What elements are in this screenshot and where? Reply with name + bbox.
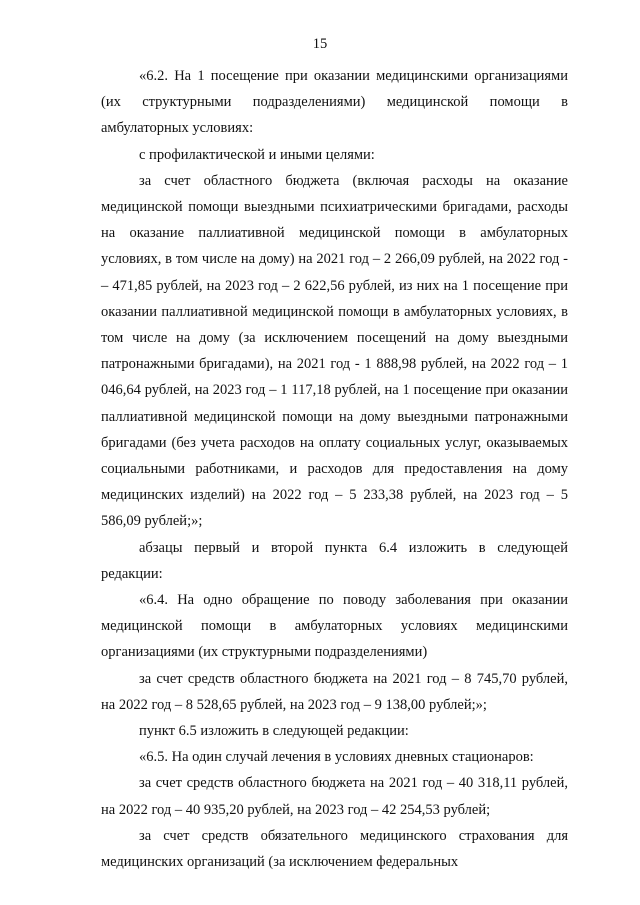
page-number: 15	[312, 36, 328, 52]
paragraph: «6.2. На 1 посещение при оказании медицинскими организациями (их структурными подразделениями) медицинской помощи в амбулаторных условиях:	[101, 68, 568, 137]
paragraph: «6.4. На одно обращение по поводу заболевания при оказании медицинской помощи в амбулаторных условиях медицинскими организациями (их структурными подразделениями)	[101, 592, 568, 661]
paragraph: абзацы первый и второй пункта 6.4 изложить в следующей редакции:	[101, 539, 568, 582]
paragraph: за счет средств обязательного медицинского страхования для медицинских организаций (за исключением федеральных	[101, 827, 568, 871]
document-body	[101, 63, 568, 875]
paragraph: пункт 6.5 изложить в следующей редакции:	[139, 723, 409, 740]
paragraph: с профилактической и иными целями:	[139, 146, 375, 163]
paragraph: «6.5. На один случай лечения в условиях дневных стационаров:	[139, 749, 534, 766]
paragraph: за счет средств областного бюджета на 2021 год – 40 318,11 рублей, на 2022 год – 40 935,20 рублей, на 2023 год – 42 254,53 рублей;	[101, 775, 568, 818]
paragraph: за счет средств областного бюджета на 2021 год – 8 745,70 рублей, на 2022 год – 8 528,65 рублей, на 2023 год – 9 138,00 рублей;»;	[101, 670, 568, 713]
paragraph: за счет областного бюджета (включая расходы на оказание медицинской помощи выездными психиатрическими бригадами, расходы на оказание паллиативной медицинской помощи в амбулаторных условиях, в том числе на дому) на 2021 год – 2 266,09 рублей, на 2022 год - – 471,85 рублей, на 2023 год – 2 622,56 рублей, из них на 1 посещение при оказании паллиативной медицинской помощи в амбулаторных условиях, в том числе на дому (за исключением посещений на дому выездными патронажными бригадами), на 2021 год - 1 888,98 рублей, на 2022 год – 1 046,64 рублей, на 2023 год – 1 117,18 рублей, на 1 посещение при оказании паллиативной медицинской помощи на дому выездными патронажными бригадами (без учета расходов на оплату социальных услуг, оказываемых социальными работниками, и расходов для предоставления на дому медицинских изделий) на 2022 год – 5 233,38 рублей, на 2023 год – 5 586,09 рублей;»;	[101, 172, 568, 530]
